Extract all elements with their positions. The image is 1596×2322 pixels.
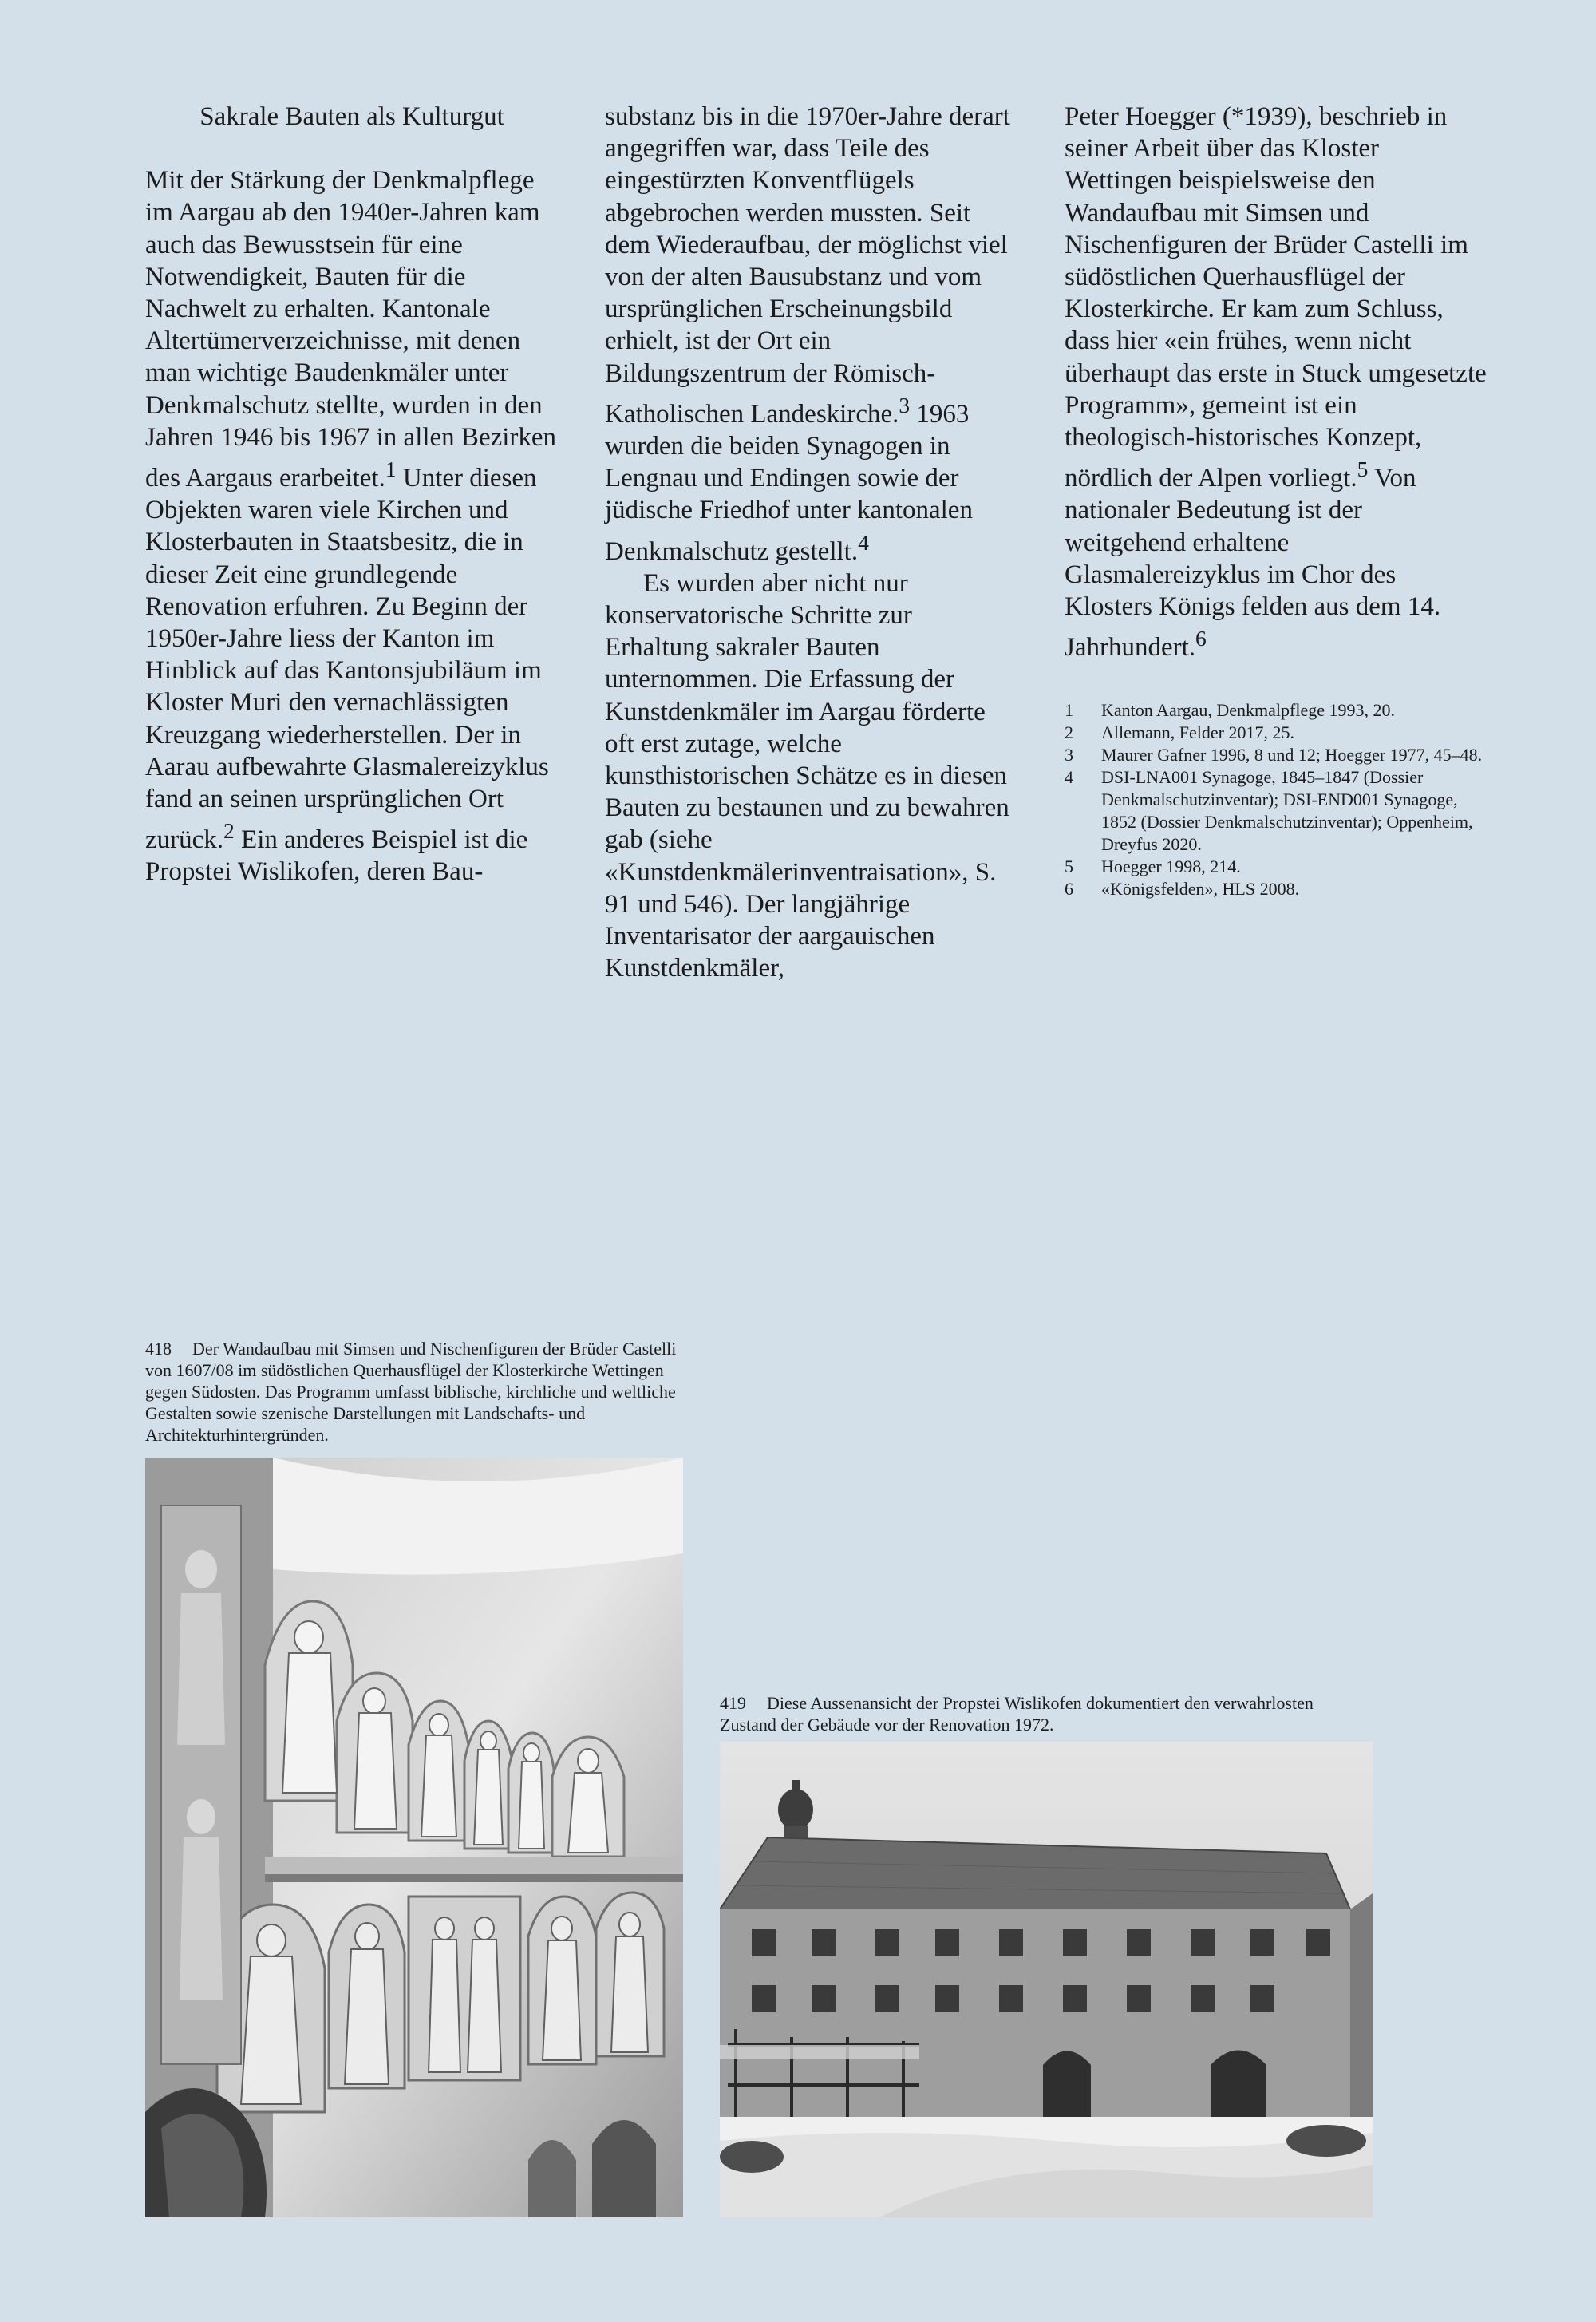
paragraph: Es wurden aber nicht nur konservatorische Schritte zur Erhaltung sakraler Bauten unternommen. Die Erfassung der Kunstdenkmäler im Aargau förderte oft erst zutage, welche kunsthistorischen Schätze es in diesen Bauten zu bestaunen und zu bewahren gab (siehe «Kunstdenkmälerinventraisation», S. 91 und 546). Der langjährige Inventarisator der aargauischen Kunstdenkmäler, — [605, 568, 1009, 983]
footnote-ref: 3 — [899, 392, 911, 417]
photo-stucco-wall-wettingen — [145, 1458, 683, 2217]
footnote-ref: 2 — [223, 818, 235, 844]
text-column-1 — [145, 101, 559, 888]
footnote — [1065, 766, 1487, 856]
figure-caption-text: Diese Aussenansicht der Propstei Wislikofen dokumentiert den verwahrlosten Zustand der Gebäude vor der Renovation 1972. — [720, 1693, 1314, 1735]
text-column-3 — [1065, 101, 1487, 663]
footnote-text: Kanton Aargau, Denkmalpflege 1993, 20. — [1101, 700, 1396, 720]
photo-illustration — [145, 1458, 683, 2217]
footnote-number: 4 — [1065, 767, 1073, 787]
paragraph-text: 1963 wurden die beiden Synagogen in Lengnau und Endingen sowie der jüdische Friedhof unter kantonalen Denkmalschutz gestellt. — [605, 399, 973, 566]
footnote-text: Maurer Gafner 1996, 8 und 12; Hoegger 1977, 45–48. — [1101, 745, 1483, 765]
figure-number: 419 — [720, 1693, 746, 1713]
text-column-2 — [605, 101, 1018, 984]
paragraph-text: Von nationaler Bedeutung ist der weitgehend erhaltene Glasmalereizyklus im Chor des Klosters Königs felden aus dem 14. Jahrhundert. — [1065, 464, 1441, 663]
footnote-number: 5 — [1065, 856, 1073, 876]
figure-caption-419 — [720, 1692, 1374, 1735]
paragraph-text: Ein anderes Beispiel ist die Propstei Wislikofen, deren Bau- — [145, 825, 528, 887]
paragraph-text: Unter diesen Objekten waren viele Kirchen und Klosterbauten in Staatsbesitz, die in dieser Zeit eine grundlegende Renovation erfuhren. Zu Beginn der 1950er-Jahre liess der Kanton im Hinblick auf das Kantonsjubiläum im Kloster Muri den vernachlässigten Kreuzgang wiederherstellen. Der in Aarau aufbewahrte Glasmalereizyklus fand an seinen ursprünglichen Ort zurück. — [145, 464, 549, 855]
footnote-text: Allemann, Felder 2017, 25. — [1101, 722, 1294, 742]
footnote-ref: 1 — [385, 457, 397, 482]
figure-number: 418 — [145, 1339, 172, 1359]
footnote — [1065, 699, 1487, 722]
footnote — [1065, 722, 1487, 744]
footnote-ref: 6 — [1195, 626, 1207, 651]
footnote-ref: 4 — [858, 529, 869, 555]
footnotes — [1065, 699, 1487, 900]
paragraph — [1065, 101, 1487, 663]
paragraph-text: Peter Hoegger (*1939), beschrieb in seiner Arbeit über das Kloster Wettingen beispielsweise den Wandaufbau mit Simsen und Nischenfiguren der Brüder Castelli im südöstlichen Querhausflügel der Klosterkirche. Er kam zum Schluss, dass hier «ein frühes, wenn nicht überhaupt das erste in Stuck umgesetzte Programm», gemeint ist ein theologisch-historisches Konzept, nördlich der Alpen vorliegt. — [1065, 102, 1487, 493]
footnote-ref: 5 — [1357, 457, 1369, 482]
footnote-text: «Königsfelden», HLS 2008. — [1101, 879, 1300, 899]
footnote — [1065, 878, 1487, 900]
footnote-text: DSI-LNA001 Synagoge, 1845–1847 (Dossier Denkmalschutzinventar); DSI-END001 Synagoge, 1852 (Dossier Denkmalschutzinventar); Oppenheim, Dreyfus 2020. — [1101, 767, 1473, 854]
footnote-number: 2 — [1065, 722, 1073, 742]
figure-caption-text: Der Wandaufbau mit Simsen und Nischenfiguren der Brüder Castelli von 1607/08 im südöstlichen Querhausflügel der Klosterkirche Wettingen gegen Südosten. Das Programm umfasst biblische, kirchliche und weltliche Gestalten sowie szenische Darstellungen mit Landschafts- und Architekturhintergründen. — [145, 1339, 677, 1445]
photo-illustration — [720, 1742, 1373, 2217]
figure-caption-418 — [145, 1338, 693, 1446]
paragraph-text: Mit der Stärkung der Denkmalpflege im Aargau ab den 1940er-Jahren kam auch das Bewusstsein für eine Notwendigkeit, Bauten für die Nachwelt zu erhalten. Kantonale Altertümerverzeichnisse, mit denen man wichtige Baudenkmäler unter Denkmalschutz stellte, wurden in den Jahren 1946 bis 1967 in allen Bezirken des Aargaus erarbeitet. — [145, 166, 557, 493]
photo-propstei-wislikofen — [720, 1742, 1373, 2217]
footnote-number: 6 — [1065, 879, 1073, 899]
footnote-text: Hoegger 1998, 214. — [1101, 856, 1241, 876]
paragraph-text: substanz bis in die 1970er-Jahre derart angegriffen war, dass Teile des eingestürzten Konventflügels abgebrochen werden mussten. Seit dem Wiederaufbau, der möglichst viel von der alten Bausubstanz und vom ursprünglichen Erscheinungsbild erhielt, ist der Ort ein Bildungszentrum der Römisch-Katholischen Landeskirche. — [605, 102, 1010, 429]
footnote-number: 3 — [1065, 745, 1073, 765]
footnote — [1065, 744, 1487, 766]
footnote — [1065, 856, 1487, 878]
section-heading: Sakrale Bauten als Kulturgut — [200, 102, 504, 131]
paragraph — [605, 101, 1018, 568]
footnote-number: 1 — [1065, 700, 1073, 720]
paragraph — [145, 164, 559, 888]
